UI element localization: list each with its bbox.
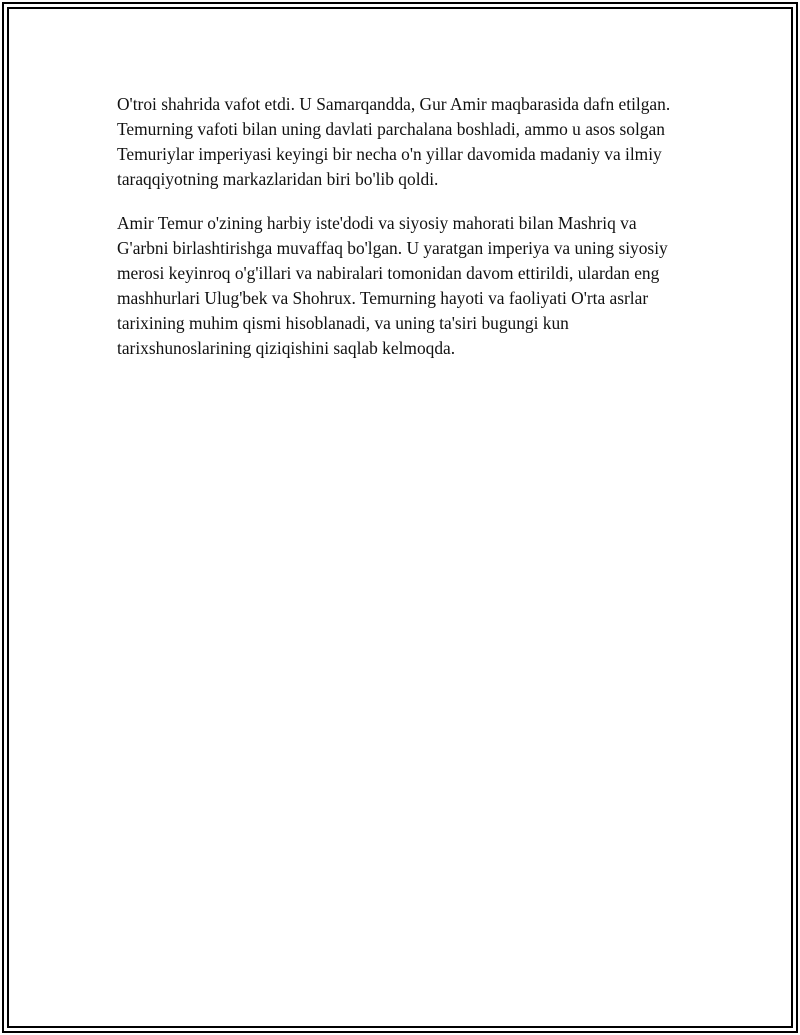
paragraph-1: O'troi shahrida vafot etdi. U Samarqandda, Gur Amir maqbarasida dafn etilgan. Temurning vafoti bilan uning davlati parchalana boshladi, ammo u asos solgan Temuriylar imperiyasi keyingi bir necha o'n yillar davomida madaniy va ilmiy taraqqiyotning markazlaridan biri bo'lib qoldi. xyxy=(117,94,671,189)
paragraph-2: Amir Temur o'zining harbiy iste'dodi va siyosiy mahorati bilan Mashriq va G'arbni birlashtirishga muvaffaq bo'lgan. U yaratgan imperiya va uning siyosiy merosi keyinroq o'g'illari va nabiralari tomonidan davom ettirildi, ulardan eng mashhurlari Ulug'bek va Shohrux. Temurning hayoti va faoliyati O'rta asrlar tarixining muhim qismi hisoblanadi, va uning ta'siri bugungi kun tarixshunoslarining qiziqishini saqlab kelmoqda. xyxy=(117,213,668,358)
document-body xyxy=(117,92,692,380)
